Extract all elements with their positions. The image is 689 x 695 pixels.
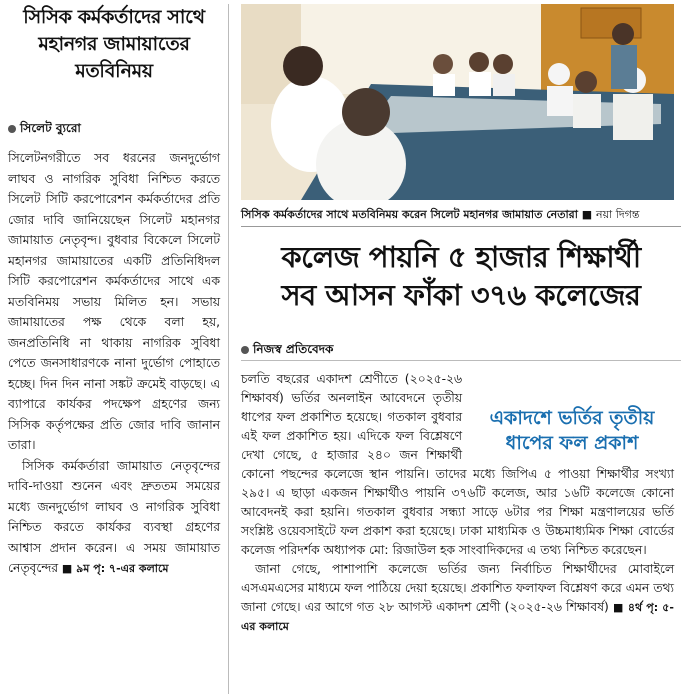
- left-headline-line-2: মহানগর জামায়াতের: [38, 33, 190, 55]
- left-paragraph-1: সিলেটনগরীতে সব ধরনের জনদুর্ভোগ লাঘব ও নাগরিক সুবিধা নিশ্চিত করতে সিলেট সিটি করপোরেশন কর্মকর্তাদের প্রতি জোর দাবি জানিয়েছেন সিলেট মহানগর জামায়াত নেতৃবৃন্দ। বুধবার বিকেলে সিলেট মহানগর জামায়াতের একটি প্রতিনিধিদল সিটি করপোরেশন কর্মকর্তাদের সাথে এক মতবিনিময় সভায় মিলিত হন। সভায় জামায়াতের পক্ষ থেকে বলা হয়, জনপ্রতিনিধি না থাকায় নাগরিক সুবিধা পেতে জনসাধারণকে নানা দুর্ভোগ পোহাতে হচ্ছে। দিন দিন নানা সঙ্কট ক্রমেই বাড়ছে। এ ব্যাপারে কার্যকর পদক্ষেপ গ্রহণের জন্য সিসিক কর্তৃপক্ষের প্রতি জোর দাবি জানান তারা।: [8, 151, 220, 452]
- photo-caption-text: সিসিক কর্মকর্তাদের সাথে মতবিনিময় করেন সিলেট মহানগর জামায়াত নেতারা: [241, 208, 578, 221]
- square-bullet-icon: ■: [581, 208, 593, 221]
- main-paragraph-2-text: জানা গেছে, পাশাপাশি কলেজে ভর্তির জন্য নির্বাচিত শিক্ষার্থীদের মোবাইলে এসএমএসের মাধ্যমে ফল পাঠিয়ে দেয়া হয়েছে। প্রকাশিত ফলাফল বিশ্লেষণ করে এমন তথ্য জানা গেছে। এর আগে গত ২৮ আগস্ট একাদশ শ্রেণী (২০২৫-২৬ শিক্ষাবর্ষ): [241, 562, 674, 614]
- main-headline-line-1: কলেজ পায়নি ৫ হাজার শিক্ষার্থী: [281, 240, 641, 274]
- left-article-body: [8, 148, 220, 580]
- left-byline-text: সিলেট ব্যুরো: [20, 121, 81, 135]
- main-byline-text: নিজস্ব প্রতিবেদক: [253, 342, 334, 356]
- left-paragraph-2: [8, 456, 220, 580]
- left-headline-line-3: মতবিনিময়: [75, 60, 153, 82]
- caption-divider: [241, 226, 681, 227]
- left-jump-text: ৯ম পৃ: ৭-এর কলামে: [76, 562, 169, 575]
- photo-source: নয়া দিগন্ত: [596, 208, 640, 221]
- main-byline: [241, 341, 333, 361]
- byline-divider: [241, 360, 681, 361]
- left-byline: [8, 120, 81, 140]
- main-paragraph-1: চলতি বছরের একাদশ শ্রেণীতে (২০২৫-২৬ শিক্ষাবর্ষ) ভর্তির অনলাইন আবেদনে তৃতীয় ধাপের ফল প্রকাশিত হয়েছে। গতকাল বুধবার এই ফল প্রকাশিত হয়। এদিকে ফল বিশ্লেষণে দেখা গেছে, ৫ হাজার ২৪০ জন শিক্ষার্থী কোনো পছন্দের কলেজে স্থান পায়নি। তাদের মধ্যে জিপিএ ৫ পাওয়া শিক্ষার্থীর সংখ্যা ২৯৫। এ ছাড়া একজন শিক্ষার্থীও পায়নি ৩৭৬টি কলেজ, আর ১৬টি কলেজে কোনো আবেদনই করা হয়নি। গতকাল বুধবার সন্ধ্যা সাড়ে ৬টার পর শিক্ষা মন্ত্রণালয়ের ভর্তি সংশ্লিষ্ট ওয়েবসাইটে ফল প্রকাশ করা হয়েছে। ঢাকা মাধ্যমিক ও উচ্চমাধ্যমিক শিক্ষা বোর্ডের কলেজ পরিদর্শক অধ্যাপক মো: রিজাউল হক সাংবাদিকদের এ তথ্য নিশ্চিত করেছেন।: [241, 372, 674, 557]
- bullet-icon: [241, 346, 249, 354]
- main-jump-text: ৪র্থ পৃ: ৫-এর কলামে: [241, 601, 674, 633]
- main-paragraph-2: [241, 560, 674, 636]
- left-headline: [8, 4, 220, 85]
- left-headline-line-1: সিসিক কর্মকর্তাদের সাথে: [23, 6, 205, 28]
- column-divider: [228, 4, 229, 694]
- jump-bullet-icon: ■: [613, 601, 624, 614]
- news-photo: [241, 4, 674, 200]
- meeting-photo-illustration: [241, 4, 674, 200]
- photo-caption: [241, 206, 681, 225]
- jump-bullet-icon: ■: [61, 562, 73, 575]
- main-article-body: [241, 370, 674, 636]
- pull-quote: একাদশে ভর্তির তৃতীয় ধাপের ফল প্রকাশ: [489, 407, 655, 454]
- bullet-icon: [8, 125, 16, 133]
- left-paragraph-2-text: সিসিক কর্মকর্তারা জামায়াত নেতৃবৃন্দের দাবি-দাওয়া শুনেন এবং দ্রুততম সময়ের মধ্যে জনদুর্ভোগ লাঘব ও নাগরিক সুবিধা নিশ্চিত করতে কার্যকর ব্যবস্থা গ্রহণের আশ্বাস প্রদান করেন। এ সময় জামায়াত নেতৃবৃন্দের: [8, 458, 220, 575]
- main-headline-line-2: সব আসন ফাঁকা ৩৭৬ কলেজের: [281, 278, 641, 312]
- main-headline: [241, 238, 681, 314]
- left-jump-link[interactable]: [62, 562, 169, 575]
